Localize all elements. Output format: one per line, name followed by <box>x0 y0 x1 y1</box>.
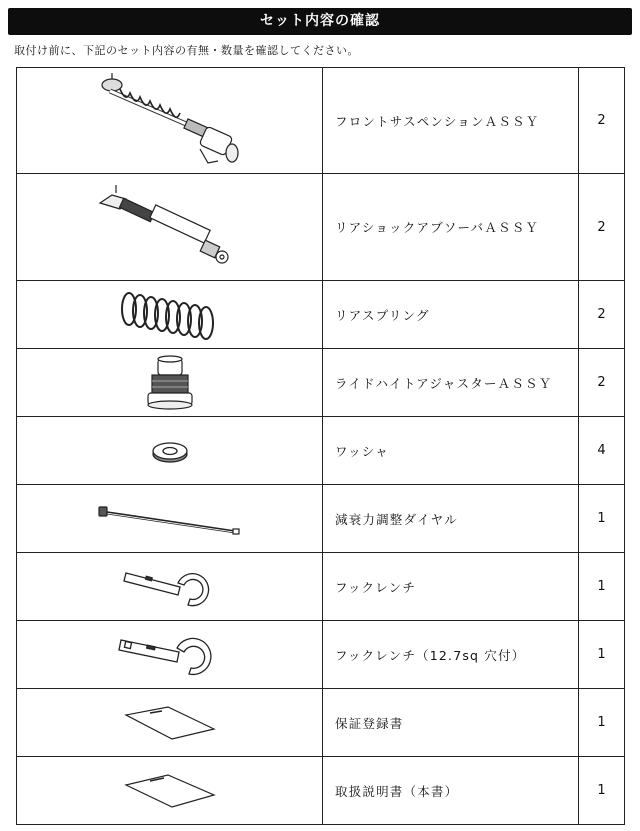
table-row <box>17 349 625 417</box>
hook-wrench-square-hole-icon <box>115 630 225 680</box>
part-name: ワッシャ <box>323 417 579 485</box>
table-row <box>17 174 625 281</box>
rear-shock-absorber-icon <box>90 177 250 277</box>
part-name: 取扱説明書（本書） <box>323 757 579 825</box>
part-quantity: 4 <box>579 417 625 485</box>
instruction-manual-icon <box>120 771 220 811</box>
table-row <box>17 621 625 689</box>
part-name: フロントサスペンションＡＳＳＹ <box>323 68 579 174</box>
table-row <box>17 281 625 349</box>
instruction-text: 取付け前に、下記のセット内容の有無・数量を確認してください。 <box>14 44 359 57</box>
part-quantity: 2 <box>579 281 625 349</box>
damping-dial-icon <box>95 501 245 537</box>
part-name: 減衰力調整ダイヤル <box>323 485 579 553</box>
part-quantity: 1 <box>579 689 625 757</box>
part-quantity: 1 <box>579 621 625 689</box>
part-quantity: 1 <box>579 757 625 825</box>
table-row <box>17 553 625 621</box>
ride-height-adjuster-icon <box>140 355 200 411</box>
table-row <box>17 485 625 553</box>
part-name: フックレンチ <box>323 553 579 621</box>
table-row <box>17 689 625 757</box>
table-row <box>17 68 625 174</box>
part-quantity: 1 <box>579 485 625 553</box>
part-name: 保証登録書 <box>323 689 579 757</box>
part-name: フックレンチ（12.7sq 穴付） <box>323 621 579 689</box>
part-name: リアショックアブソーバＡＳＳＹ <box>323 174 579 281</box>
table-row <box>17 417 625 485</box>
hook-wrench-icon <box>120 565 220 609</box>
parts-table <box>16 67 625 825</box>
page-title: セット内容の確認 <box>8 8 632 35</box>
part-name: リアスプリング <box>323 281 579 349</box>
warranty-card-icon <box>120 703 220 743</box>
rear-spring-icon <box>115 287 225 343</box>
part-quantity: 2 <box>579 174 625 281</box>
washer-icon <box>145 436 195 466</box>
part-name: ライドハイトアジャスターＡＳＳＹ <box>323 349 579 417</box>
front-suspension-icon <box>90 71 250 171</box>
table-row <box>17 757 625 825</box>
part-quantity: 2 <box>579 68 625 174</box>
part-quantity: 2 <box>579 349 625 417</box>
part-quantity: 1 <box>579 553 625 621</box>
